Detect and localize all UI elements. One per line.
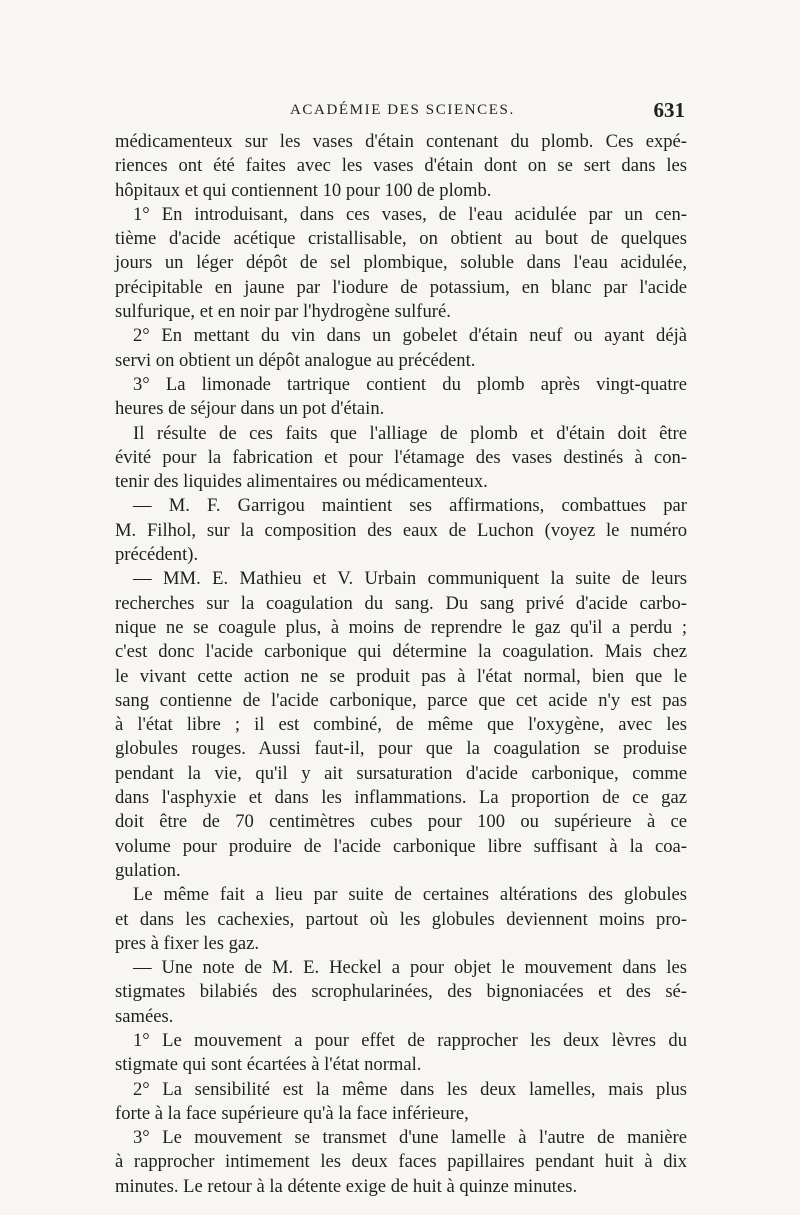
text-line: 2° La sensibilité est la même dans les deux lamelles, mais plus: [133, 1078, 687, 1100]
text-line: stigmate qui sont écartées à l'état normal.: [115, 1054, 422, 1076]
text-line: c'est donc l'acide carbonique qui détermine la coagulation. Mais chez: [115, 641, 687, 663]
text-line: — Une note de M. E. Heckel a pour objet le mouvement dans les: [133, 957, 687, 979]
page-header: [115, 98, 685, 128]
text-line: — M. F. Garrigou maintient ses affirmations, combattues par: [133, 495, 687, 517]
text-line: 3° Le mouvement se transmet d'une lamelle à l'autre de manière: [133, 1127, 687, 1149]
text-line: précipitable en jaune par l'iodure de potassium, en blanc par l'acide: [115, 276, 687, 298]
text-line: hôpitaux et qui contiennent 10 pour 100 de plomb.: [115, 179, 492, 201]
text-line: doit être de 70 centimètres cubes pour 100 ou supérieure à ce: [115, 811, 687, 833]
text-line: dans l'asphyxie et dans les inflammations. La proportion de ce gaz: [115, 787, 687, 809]
text-line: Il résulte de ces faits que l'alliage de plomb et d'étain doit être: [133, 422, 687, 444]
text-line: jours un léger dépôt de sel plombique, soluble dans l'eau acidulée,: [115, 252, 687, 274]
text-line: le vivant cette action ne se produit pas à l'état normal, bien que le: [115, 665, 687, 687]
text-line: globules rouges. Aussi faut-il, pour que la coagulation se produise: [115, 738, 687, 760]
text-line: riences ont été faites avec les vases d'étain dont on se sert dans les: [115, 155, 687, 177]
text-line: médicamenteux sur les vases d'étain contenant du plomb. Ces expé-: [115, 131, 687, 152]
text-line: M. Filhol, sur la composition des eaux de Luchon (voyez le numéro: [115, 519, 687, 541]
text-line: 1° En introduisant, dans ces vases, de l'eau acidulée par un cen-: [133, 203, 687, 225]
text-line: gulation.: [115, 859, 181, 881]
text-line: stigmates bilabiés des scrophularinées, des bignoniacées et des sé-: [115, 981, 687, 1003]
text-line: 2° En mettant du vin dans un gobelet d'étain neuf ou ayant déjà: [133, 325, 687, 347]
text-line: sulfurique, et en noir par l'hydrogène sulfuré.: [115, 301, 451, 323]
text-line: 3° La limonade tartrique contient du plomb après vingt-quatre: [133, 373, 687, 395]
text-line: volume pour produire de l'acide carbonique libre suffisant à la coa-: [115, 835, 687, 857]
text-line: pendant la vie, qu'il y ait sursaturation d'acide carbonique, comme: [115, 762, 687, 784]
text-line: minutes. Le retour à la détente exige de huit à quinze minutes.: [115, 1175, 578, 1197]
text-line: Le même fait a lieu par suite de certaines altérations des globules: [133, 884, 687, 906]
text-line: — MM. E. Mathieu et V. Urbain communiquent la suite de leurs: [133, 568, 687, 590]
text-line: heures de séjour dans un pot d'étain.: [115, 398, 385, 420]
text-line: et dans les cachexies, partout où les globules deviennent moins pro-: [115, 908, 687, 930]
text-line: à rapprocher intimement les deux faces papillaires pendant huit à dix: [115, 1151, 687, 1173]
text-line: évité pour la fabrication et pour l'étamage des vases destinés à con-: [115, 446, 687, 468]
text-line: recherches sur la coagulation du sang. Du sang privé d'acide carbo-: [115, 592, 687, 614]
text-line: tième d'acide acétique cristallisable, on obtient au bout de quelques: [115, 228, 687, 250]
text-line: samées.: [115, 1005, 174, 1027]
page-number: 631: [653, 98, 685, 122]
text-line: pres à fixer les gaz.: [115, 932, 260, 954]
text-line: nique ne se coagule plus, à moins de reprendre le gaz qu'il a perdu ;: [115, 616, 687, 638]
text-line: sang contienne de l'acide carbonique, parce que cet acide n'y est pas: [115, 689, 687, 711]
text-line: servi on obtient un dépôt analogue au précédent.: [115, 349, 476, 371]
running-title: ACADÉMIE DES SCIENCES.: [290, 102, 515, 118]
text-line: forte à la face supérieure qu'à la face inférieure,: [115, 1102, 469, 1124]
text-line: précédent).: [115, 544, 199, 566]
text-line: tenir des liquides alimentaires ou médicamenteux.: [115, 471, 488, 493]
text-line: à l'état libre ; il est combiné, de même que l'oxygène, avec les: [115, 714, 687, 736]
body-text: [115, 130, 687, 1199]
text-line: 1° Le mouvement a pour effet de rapprocher les deux lèvres du: [133, 1029, 687, 1051]
